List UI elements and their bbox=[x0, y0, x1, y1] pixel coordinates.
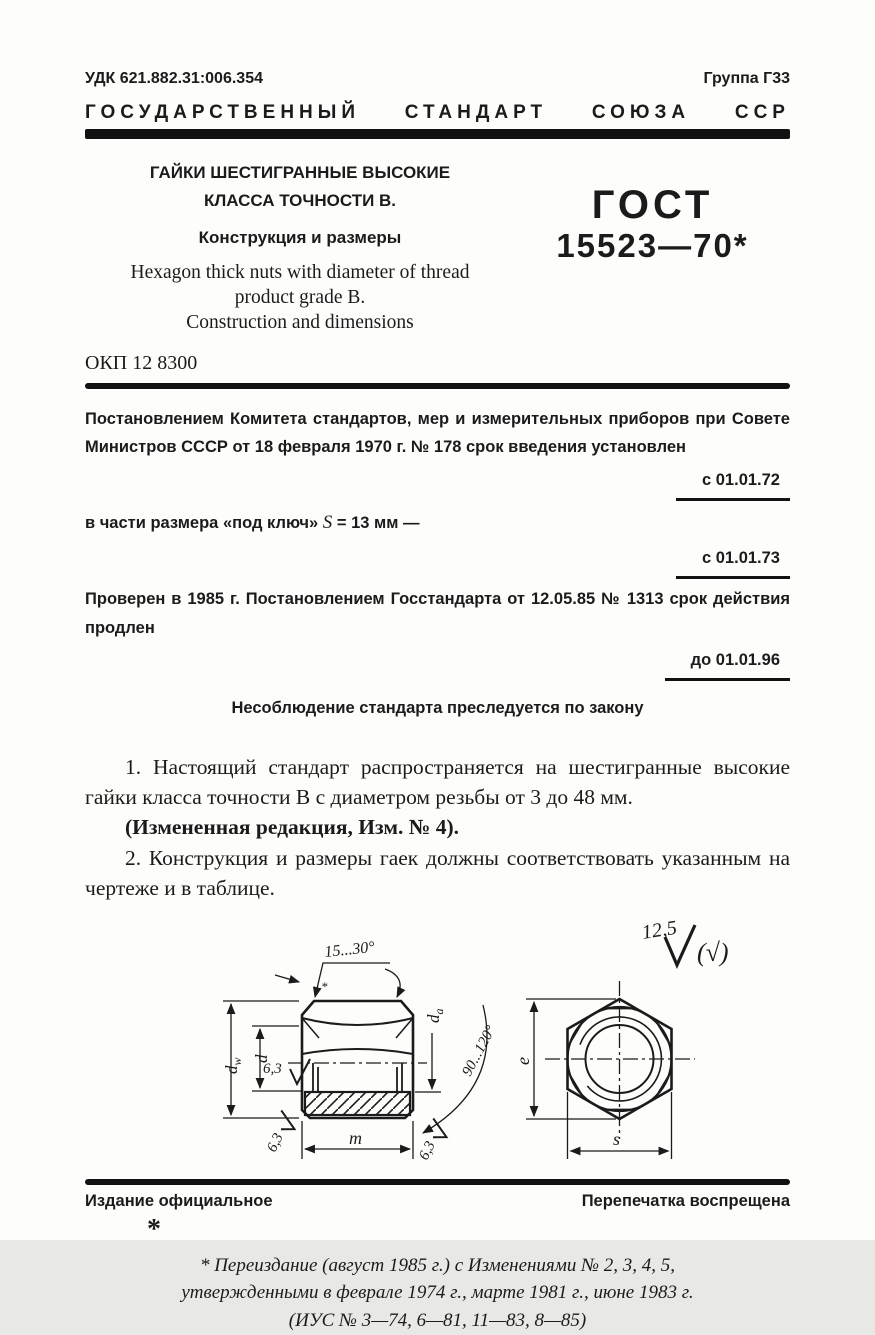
group-code: Группа Г33 bbox=[703, 70, 790, 87]
svg-text:6,3: 6,3 bbox=[416, 1138, 439, 1163]
state-standard-heading: ГОСУДАРСТВЕННЫЙ СТАНДАРТ СОЮЗА ССР bbox=[85, 102, 790, 123]
chamfer-star-mark: * bbox=[321, 978, 328, 994]
footnote-asterisk: * bbox=[147, 1213, 161, 1245]
reissue-footnote bbox=[85, 1252, 790, 1335]
technical-drawing bbox=[85, 911, 790, 1179]
paragraph-2: 2. Конструкция и размеры гаек должны соответствовать указанным на чертеже и в таблице. bbox=[85, 845, 790, 900]
roughness-alt: (√) bbox=[697, 937, 729, 967]
section-rule bbox=[85, 383, 790, 389]
footer-row bbox=[85, 1192, 790, 1211]
dim-label-e: e bbox=[513, 1056, 533, 1065]
title-en-line3: Construction and dimensions bbox=[186, 312, 414, 333]
cone-angle-label: 90...120° bbox=[459, 1022, 500, 1079]
effective-date-3: до 01.01.96 bbox=[85, 646, 790, 681]
roughness-value: 12,5 bbox=[640, 916, 679, 944]
reprint-prohibited-label: Перепечатка воспрещена bbox=[581, 1191, 790, 1210]
svg-text:6,3: 6,3 bbox=[264, 1130, 287, 1155]
footnote-line2: утвержденными в феврале 1974 г., марте 1981 г., июне 1983 г. bbox=[181, 1282, 694, 1304]
roughness-face-left-mark bbox=[263, 1110, 299, 1156]
dim-label-dw: $d_w$ bbox=[222, 1057, 244, 1074]
footer-rule bbox=[85, 1179, 790, 1185]
title-ru-line2: КЛАССА ТОЧНОСТИ В. bbox=[203, 191, 397, 211]
chamfer-angle-arc bbox=[385, 969, 400, 997]
gost-number: 15523—70* bbox=[556, 227, 749, 264]
footnote-line1: * Переиздание (август 1985 г.) с Изменениями № 2, 3, 4, 5, bbox=[199, 1254, 676, 1276]
okp-code: ОКП 12 8300 bbox=[85, 351, 198, 374]
title-en-line1: Hexagon thick nuts with diameter of thread bbox=[130, 262, 470, 284]
chamfer-arrow-left bbox=[275, 975, 299, 982]
decree-check-note: Проверен в 1985 г. Постановлением Госстандарта от 12.05.85 № 1313 срок действия продлен bbox=[85, 590, 790, 637]
check-mark-icon bbox=[274, 1110, 299, 1134]
roughness-face-right-mark bbox=[415, 1118, 451, 1164]
dim-label-da: $d_a$ bbox=[424, 1008, 446, 1023]
decree-block bbox=[85, 405, 790, 681]
title-left-column bbox=[85, 159, 515, 336]
title-block bbox=[85, 159, 790, 336]
section-hatch bbox=[305, 1092, 410, 1115]
document-topline bbox=[85, 0, 790, 88]
svg-text:6,3: 6,3 bbox=[263, 1060, 282, 1077]
dim-label-d: d bbox=[252, 1054, 271, 1063]
gost-designation bbox=[515, 159, 790, 336]
chamfer-angle-label: 15...30° bbox=[323, 938, 376, 961]
title-english bbox=[85, 261, 515, 336]
effective-date-2: с 01.01.73 bbox=[85, 544, 790, 579]
variable-s: S bbox=[322, 512, 333, 534]
section-dimensions bbox=[222, 938, 499, 1163]
title-ru-line1: ГАЙКИ ШЕСТИГРАННЫЕ ВЫСОКИЕ bbox=[149, 163, 451, 182]
paragraph-1: 1. Настоящий стандарт распространяется на шестигранные высокие гайки класса точности В с диаметром резьбы от 3 до 48 мм. bbox=[85, 755, 790, 810]
paragraph-1-amendment: (Измененная редакция, Изм. № 4). bbox=[125, 815, 459, 840]
gost-label: ГОСТ bbox=[591, 183, 714, 227]
surface-roughness-mark bbox=[640, 916, 728, 966]
heading-rule bbox=[85, 129, 790, 139]
official-edition-label: Издание официальное bbox=[85, 1191, 273, 1210]
dim-label-s: s bbox=[613, 1128, 621, 1149]
decree-enactment: Постановлением Комитета стандартов, мер и измерительных приборов при Совете Министров СССР от 18 февраля 1970 г. № 178 срок введения установлен bbox=[85, 409, 790, 457]
chamfer-arc-upper bbox=[302, 1018, 413, 1025]
decree-wrench-size: в части размера «под ключ» S = 13 мм — bbox=[85, 512, 420, 534]
chamfer-arc-lower bbox=[302, 1049, 413, 1054]
title-subtitle: Конструкция и размеры bbox=[198, 228, 402, 248]
effective-date-1: с 01.01.72 bbox=[85, 466, 790, 501]
law-notice: Несоблюдение стандарта преследуется по закону bbox=[231, 699, 644, 718]
thread-walls bbox=[313, 1063, 402, 1092]
title-en-line2: product grade B. bbox=[234, 287, 366, 309]
udk-code: УДК 621.882.31:006.354 bbox=[85, 70, 263, 87]
dim-label-m: m bbox=[349, 1127, 362, 1148]
footnote-line3: (ИУС № 3—74, 6—81, 11—83, 8—85) bbox=[288, 1310, 587, 1331]
standard-body-text bbox=[85, 752, 790, 902]
